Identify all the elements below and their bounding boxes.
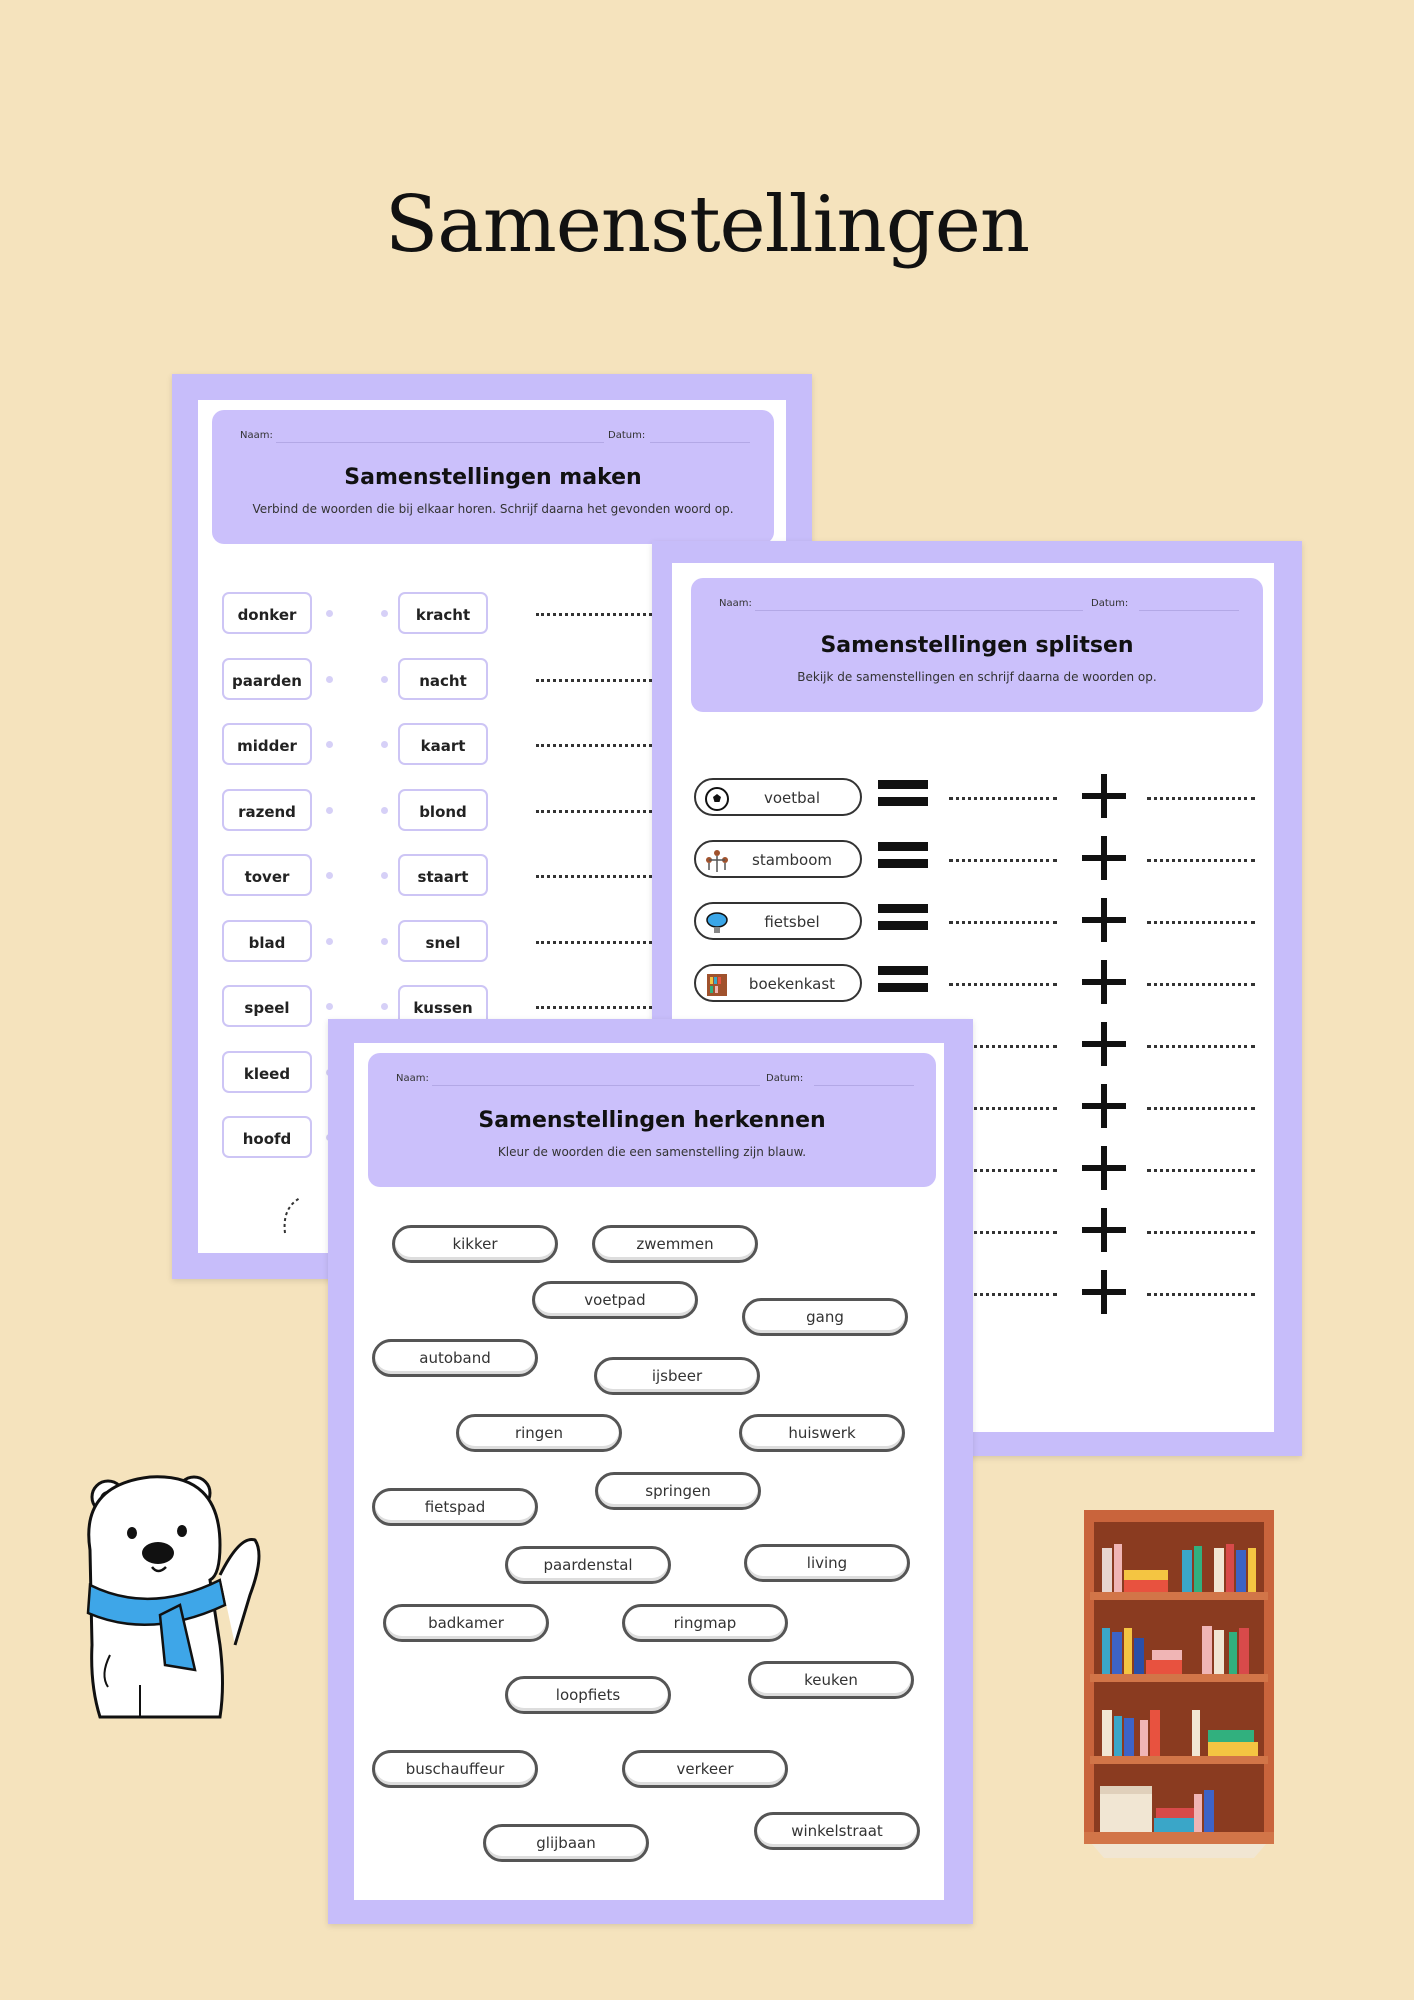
answer-line: [949, 921, 1057, 924]
plus-sign: [1082, 1208, 1126, 1252]
word-pill: paardenstal: [505, 1546, 671, 1584]
word-pill: ijsbeer: [594, 1357, 760, 1395]
word-pill: gang: [742, 1298, 908, 1336]
left-word-box: midder: [222, 723, 312, 765]
compound-word-label: voetbal: [763, 789, 821, 807]
word-pill: glijbaan: [483, 1824, 649, 1862]
compound-word-pill: [694, 902, 862, 940]
word-pill: badkamer: [383, 1604, 549, 1642]
answer-line: [1147, 1169, 1255, 1172]
equals-sign: [878, 780, 928, 814]
compound-word-label: fietsbel: [764, 913, 820, 931]
connect-dot: [326, 1003, 333, 1010]
plus-sign: [1082, 898, 1126, 942]
connect-dot: [326, 676, 333, 683]
answer-line: [536, 875, 652, 878]
bookcase-icon: [704, 972, 730, 998]
word-pill: fietspad: [372, 1488, 538, 1526]
answer-line: [536, 810, 652, 813]
name-label: Naam:: [240, 430, 273, 441]
answer-line: [1147, 797, 1255, 800]
answer-line: [1147, 1293, 1255, 1296]
answer-line: [1147, 1231, 1255, 1234]
compound-word-pill: [694, 840, 862, 878]
plus-sign: [1082, 836, 1126, 880]
connect-dot: [326, 807, 333, 814]
word-pill: springen: [595, 1472, 761, 1510]
plus-sign: [1082, 1022, 1126, 1066]
left-word-box: tover: [222, 854, 312, 896]
connect-dot: [326, 938, 333, 945]
connect-dot: [381, 938, 388, 945]
right-word-box: snel: [398, 920, 488, 962]
pencil-trace-decoration: [280, 1188, 310, 1238]
answer-line: [1147, 859, 1255, 862]
date-label: Datum:: [608, 430, 646, 441]
worksheet-heading: Samenstellingen splitsen: [820, 633, 1134, 658]
worksheet-herkennen: [328, 1019, 973, 1924]
word-pill: huiswerk: [739, 1414, 905, 1452]
connect-dot: [326, 610, 333, 617]
word-pill: ringen: [456, 1414, 622, 1452]
answer-line: [1147, 1045, 1255, 1048]
word-pill: ringmap: [622, 1604, 788, 1642]
answer-line: [536, 1006, 652, 1009]
left-word-box: donker: [222, 592, 312, 634]
plus-sign: [1082, 1270, 1126, 1314]
name-label: Naam:: [396, 1073, 429, 1084]
worksheet-maken-header: [212, 410, 774, 544]
plus-sign: [1082, 960, 1126, 1004]
word-pill: loopfiets: [505, 1676, 671, 1714]
right-word-box: nacht: [398, 658, 488, 700]
left-word-box: paarden: [222, 658, 312, 700]
plus-sign: [1082, 1146, 1126, 1190]
right-word-box: kracht: [398, 592, 488, 634]
name-label: Naam:: [719, 598, 752, 609]
compound-word-label: stamboom: [752, 851, 832, 869]
worksheet-instruction: Verbind de woorden die bij elkaar horen. Schrijf daarna het gevonden woord op.: [252, 502, 734, 516]
family-tree-icon: [704, 848, 730, 874]
worksheet-herkennen-header: [368, 1053, 936, 1187]
left-word-box: kleed: [222, 1051, 312, 1093]
soccer-ball-icon: [704, 786, 730, 812]
date-label: Datum:: [766, 1073, 804, 1084]
left-word-box: blad: [222, 920, 312, 962]
connect-dot: [326, 872, 333, 879]
right-word-box: kaart: [398, 723, 488, 765]
answer-line: [949, 983, 1057, 986]
word-pill: voetpad: [532, 1281, 698, 1319]
connect-dot: [381, 872, 388, 879]
left-word-box: razend: [222, 789, 312, 831]
compound-word-label: boekenkast: [748, 975, 836, 993]
page-title: Samenstellingen: [384, 180, 1030, 270]
worksheet-splitsen-header: [691, 578, 1263, 712]
left-word-box: hoofd: [222, 1116, 312, 1158]
answer-line: [1147, 921, 1255, 924]
left-word-box: speel: [222, 985, 312, 1027]
connect-dot: [326, 741, 333, 748]
word-pill: verkeer: [622, 1750, 788, 1788]
bookcase-illustration: [1084, 1510, 1274, 1858]
plus-sign: [1082, 1084, 1126, 1128]
equals-sign: [878, 842, 928, 876]
polar-bear-illustration: [70, 1455, 270, 1725]
word-pill: living: [744, 1544, 910, 1582]
right-word-box: blond: [398, 789, 488, 831]
word-pill: keuken: [748, 1661, 914, 1699]
word-pill: zwemmen: [592, 1225, 758, 1263]
connect-dot: [381, 807, 388, 814]
answer-line: [536, 744, 652, 747]
compound-word-pill: [694, 778, 862, 816]
equals-sign: [878, 904, 928, 938]
plus-sign: [1082, 774, 1126, 818]
right-word-box: kussen: [398, 985, 488, 1027]
answer-line: [1147, 983, 1255, 986]
answer-line: [949, 797, 1057, 800]
right-word-box: staart: [398, 854, 488, 896]
answer-line: [1147, 1107, 1255, 1110]
date-label: Datum:: [1091, 598, 1129, 609]
compound-word-pill: [694, 964, 862, 1002]
connect-dot: [381, 741, 388, 748]
answer-line: [949, 859, 1057, 862]
connect-dot: [381, 676, 388, 683]
worksheet-heading: Samenstellingen herkennen: [478, 1108, 826, 1133]
connect-dot: [381, 1003, 388, 1010]
answer-line: [536, 679, 652, 682]
connect-dot: [381, 610, 388, 617]
answer-line: [536, 941, 652, 944]
word-pill: autoband: [372, 1339, 538, 1377]
bicycle-bell-icon: [704, 910, 730, 936]
worksheet-heading: Samenstellingen maken: [344, 465, 642, 490]
worksheet-instruction: Kleur de woorden die een samenstelling zijn blauw.: [497, 1145, 807, 1159]
word-pill: winkelstraat: [754, 1812, 920, 1850]
word-pill: kikker: [392, 1225, 558, 1263]
word-pill: buschauffeur: [372, 1750, 538, 1788]
worksheet-instruction: Bekijk de samenstellingen en schrijf daarna de woorden op.: [797, 670, 1157, 684]
answer-line: [536, 613, 652, 616]
equals-sign: [878, 966, 928, 1000]
